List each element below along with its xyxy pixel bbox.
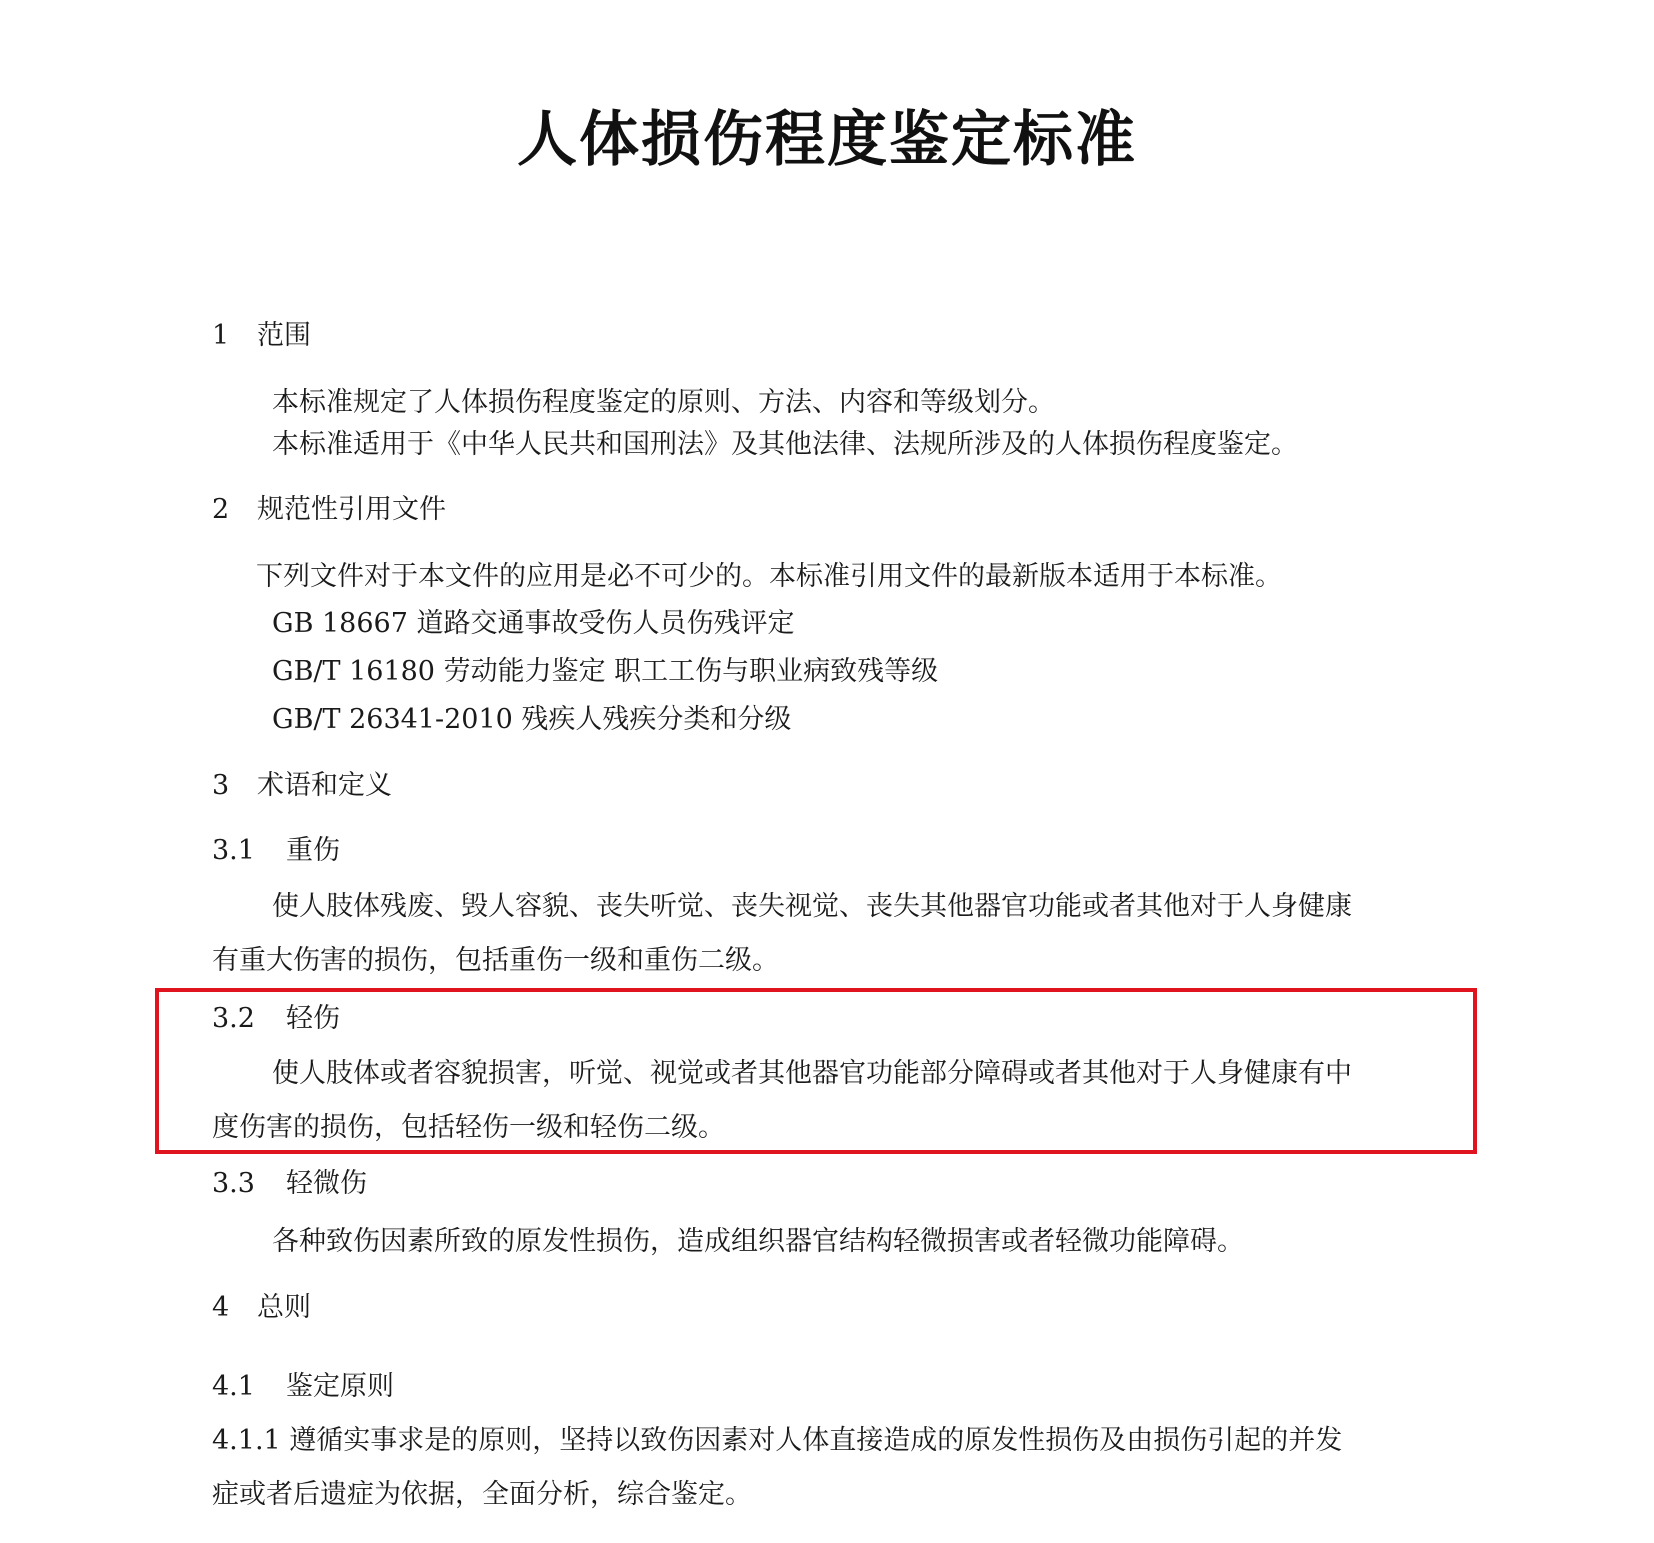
paragraph-scope-2: 本标准适用于《中华人民共和国刑法》及其他法律、法规所涉及的人体损伤程度鉴定。 — [272, 429, 1298, 460]
definition-minor-injury-line-1: 使人肢体或者容貌损害，听觉、视觉或者其他器官功能部分障碍或者其他对于人身健康有中 — [272, 1058, 1352, 1089]
definition-serious-injury-line-1: 使人肢体残废、毁人容貌、丧失听觉、丧失视觉、丧失其他器官功能或者其他对于人身健康 — [272, 891, 1352, 922]
subsection-number: 3.2 — [212, 1003, 255, 1034]
section-title: 术语和定义 — [257, 770, 392, 801]
subsection-number: 3.1 — [212, 835, 255, 866]
paragraph-scope-1: 本标准规定了人体损伤程度鉴定的原则、方法、内容和等级划分。 — [272, 387, 1055, 418]
subsection-title: 重伤 — [286, 835, 340, 866]
principle-4-1-1-line-1: 4.1.1 遵循实事求是的原则，坚持以致伤因素对人体直接造成的原发性损伤及由损伤引起的并发 — [212, 1425, 1343, 1456]
subsection-title: 鉴定原则 — [286, 1371, 394, 1402]
subsection-title: 轻伤 — [286, 1003, 340, 1034]
subsection-heading-3-1 — [212, 831, 340, 871]
section-number: 4 — [212, 1292, 230, 1323]
section-number: 1 — [212, 320, 230, 351]
section-number: 3 — [212, 770, 230, 801]
principle-4-1-1-line-2: 症或者后遗症为依据，全面分析，综合鉴定。 — [212, 1479, 752, 1510]
section-heading-1 — [212, 316, 311, 356]
section-heading-2 — [212, 490, 446, 530]
subsection-heading-3-3 — [212, 1164, 367, 1204]
definition-serious-injury-line-2: 有重大伤害的损伤，包括重伤一级和重伤二级。 — [212, 945, 779, 976]
subsection-number: 4.1 — [212, 1371, 255, 1402]
subsection-heading-4-1 — [212, 1367, 394, 1407]
section-title: 规范性引用文件 — [257, 494, 446, 525]
section-heading-3 — [212, 766, 392, 806]
document-title: 人体损伤程度鉴定标准 — [517, 105, 1137, 175]
subsection-number: 3.3 — [212, 1168, 255, 1199]
subsection-title: 轻微伤 — [286, 1168, 367, 1199]
reference-item: GB 18667 道路交通事故受伤人员伤残评定 — [272, 608, 795, 639]
section-title: 范围 — [257, 320, 311, 351]
section-title: 总则 — [257, 1292, 311, 1323]
reference-item: GB/T 26341-2010 残疾人残疾分类和分级 — [272, 704, 792, 735]
section-number: 2 — [212, 494, 230, 525]
subsection-heading-3-2 — [212, 999, 340, 1039]
paragraph-references-intro: 下列文件对于本文件的应用是必不可少的。本标准引用文件的最新版本适用于本标准。 — [256, 561, 1282, 592]
definition-slight-injury-line-1: 各种致伤因素所致的原发性损伤，造成组织器官结构轻微损害或者轻微功能障碍。 — [272, 1226, 1244, 1257]
reference-item: GB/T 16180 劳动能力鉴定 职工工伤与职业病致残等级 — [272, 656, 939, 687]
definition-minor-injury-line-2: 度伤害的损伤，包括轻伤一级和轻伤二级。 — [212, 1112, 725, 1143]
section-heading-4 — [212, 1288, 311, 1328]
